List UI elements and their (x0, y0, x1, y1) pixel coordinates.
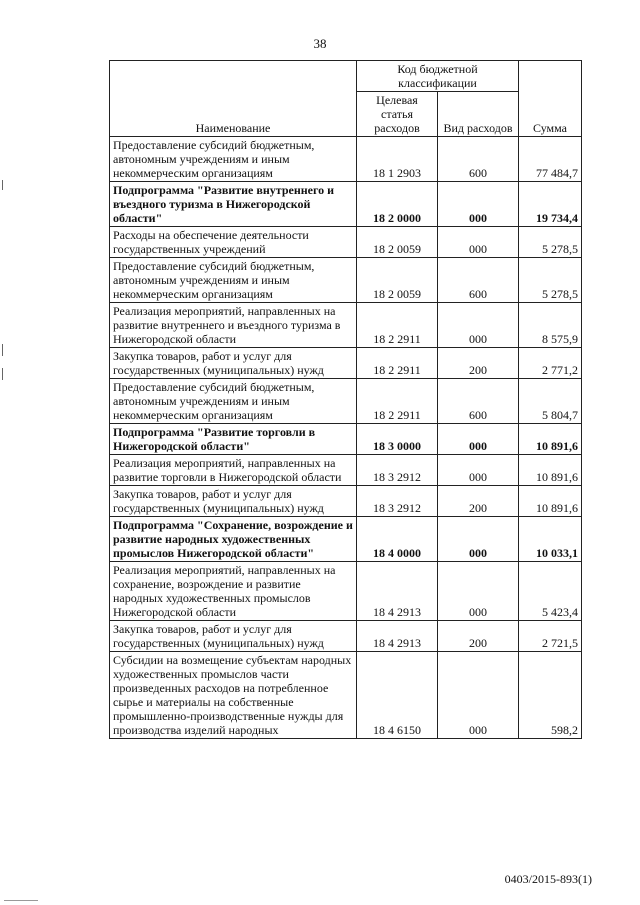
table-row (110, 348, 582, 379)
header-target-article: Целевая статья расходов (357, 92, 438, 137)
row-name: Субсидии на возмещение субъектам народных художественных промыслов части произведенных расходов на потребленное сырье и материалы на собственные промышленно-производственные нужды для производства изделий народных (110, 652, 357, 739)
row-target-article: 18 2 2911 (357, 348, 438, 379)
row-amount: 10 891,6 (519, 455, 582, 486)
row-name: Реализация мероприятий, направленных на развитие внутреннего и въездного туризма в Нижегородской области (110, 303, 357, 348)
document-code: 0403/2015-893(1) (504, 872, 592, 886)
row-target-article: 18 2 0059 (357, 258, 438, 303)
row-target-article: 18 4 2913 (357, 562, 438, 621)
row-name: Реализация мероприятий, направленных на сохранение, возрождение и развитие народных художественных промыслов Нижегородской области (110, 562, 357, 621)
budget-table (109, 60, 582, 739)
row-expense-type: 200 (438, 348, 519, 379)
row-name: Закупка товаров, работ и услуг для государственных (муниципальных) нужд (110, 348, 357, 379)
row-target-article: 18 2 2911 (357, 303, 438, 348)
table-row (110, 517, 582, 562)
table-row (110, 562, 582, 621)
row-target-article: 18 3 2912 (357, 486, 438, 517)
row-target-article: 18 1 2903 (357, 137, 438, 182)
row-expense-type: 600 (438, 258, 519, 303)
row-expense-type: 200 (438, 621, 519, 652)
row-name: Закупка товаров, работ и услуг для государственных (муниципальных) нужд (110, 621, 357, 652)
row-amount: 2 771,2 (519, 348, 582, 379)
table-header (110, 61, 582, 137)
row-target-article: 18 2 0000 (357, 182, 438, 227)
table-body (110, 137, 582, 739)
table-row (110, 486, 582, 517)
row-amount: 5 804,7 (519, 379, 582, 424)
row-amount: 19 734,4 (519, 182, 582, 227)
row-name: Предоставление субсидий бюджетным, автономным учреждениям и иным некоммерческим организациям (110, 258, 357, 303)
table-row (110, 227, 582, 258)
row-expense-type: 000 (438, 455, 519, 486)
row-name: Закупка товаров, работ и услуг для государственных (муниципальных) нужд (110, 486, 357, 517)
row-expense-type: 000 (438, 517, 519, 562)
table-row (110, 424, 582, 455)
row-name: Реализация мероприятий, направленных на развитие торговли в Нижегородской области (110, 455, 357, 486)
table-row (110, 621, 582, 652)
row-target-article: 18 2 2911 (357, 379, 438, 424)
row-expense-type: 000 (438, 227, 519, 258)
header-expense-type: Вид расходов (438, 92, 519, 137)
header-name: Наименование (110, 61, 357, 137)
table-row (110, 379, 582, 424)
row-amount: 10 891,6 (519, 486, 582, 517)
row-amount: 77 484,7 (519, 137, 582, 182)
table-row (110, 182, 582, 227)
row-expense-type: 000 (438, 182, 519, 227)
row-name: Предоставление субсидий бюджетным, автономным учреждениям и иным некоммерческим организациям (110, 379, 357, 424)
row-target-article: 18 2 0059 (357, 227, 438, 258)
margin-mark (2, 368, 3, 380)
row-expense-type: 000 (438, 562, 519, 621)
table-row (110, 455, 582, 486)
row-expense-type: 000 (438, 303, 519, 348)
row-name: Подпрограмма "Сохранение, возрождение и развитие народных художественных промыслов Нижегородской области" (110, 517, 357, 562)
row-amount: 10 033,1 (519, 517, 582, 562)
row-expense-type: 000 (438, 424, 519, 455)
row-amount: 2 721,5 (519, 621, 582, 652)
table-row (110, 137, 582, 182)
row-expense-type: 600 (438, 379, 519, 424)
table-row (110, 303, 582, 348)
row-name: Предоставление субсидий бюджетным, автономным учреждениям и иным некоммерческим организациям (110, 137, 357, 182)
row-target-article: 18 4 2913 (357, 621, 438, 652)
row-amount: 10 891,6 (519, 424, 582, 455)
row-expense-type: 000 (438, 652, 519, 739)
row-target-article: 18 3 0000 (357, 424, 438, 455)
row-name: Подпрограмма "Развитие внутреннего и въездного туризма в Нижегородской области" (110, 182, 357, 227)
header-classification: Код бюджетной классификации (357, 61, 519, 92)
row-amount: 5 278,5 (519, 227, 582, 258)
row-target-article: 18 3 2912 (357, 455, 438, 486)
row-name: Расходы на обеспечение деятельности государственных учреждений (110, 227, 357, 258)
row-expense-type: 200 (438, 486, 519, 517)
row-amount: 8 575,9 (519, 303, 582, 348)
row-expense-type: 600 (438, 137, 519, 182)
table-row (110, 258, 582, 303)
row-amount: 598,2 (519, 652, 582, 739)
page-number: 38 (313, 36, 327, 51)
header-amount: Сумма (519, 61, 582, 137)
table-row (110, 652, 582, 739)
row-amount: 5 423,4 (519, 562, 582, 621)
row-target-article: 18 4 6150 (357, 652, 438, 739)
margin-mark (2, 180, 3, 190)
row-name: Подпрограмма "Развитие торговли в Нижегородской области" (110, 424, 357, 455)
row-amount: 5 278,5 (519, 258, 582, 303)
bottom-mark (4, 900, 38, 901)
row-target-article: 18 4 0000 (357, 517, 438, 562)
margin-mark (2, 344, 3, 356)
